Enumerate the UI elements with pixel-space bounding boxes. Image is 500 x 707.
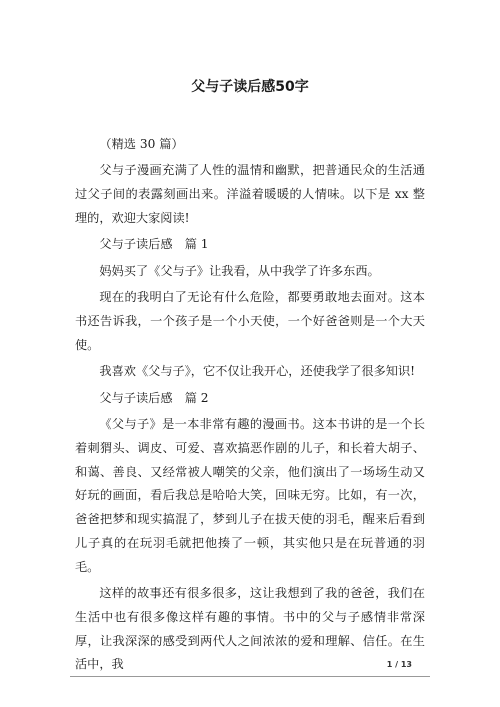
body-paragraph: 这样的故事还有很多很多，这让我想到了我的爸爸，我们在生活中也有很多像这样有趣的事情。书中的父与子感情非常深厚，让我深深的感受到两代人之间浓浓的爱和理解、信任。在生活中，我 <box>75 586 425 672</box>
intro-paragraph: 父与子漫画充满了人性的温情和幽默，把普通民众的生活通过父子间的表露刻画出来。洋溢着暖暖的人情味。以下是 xx 整理的，欢迎大家阅读! <box>75 163 425 225</box>
page-number: 1 / 13 <box>386 660 412 669</box>
document-body <box>75 133 425 680</box>
body-paragraph: 现在的我明白了无论有什么危险，都要勇敢地去面对。这本书还告诉我，一个孩子是一个小天使，一个好爸爸则是一个大天使。 <box>75 290 425 352</box>
footer-divider <box>70 676 430 677</box>
body-paragraph: 我喜欢《父与子》，它不仅让我开心，还使我学了很多知识! <box>99 364 416 379</box>
body-paragraph: 《父与子》是一本非常有趣的漫画书。这本书讲的是一个长着刺猬头、调皮、可爱、喜欢搞恶作剧的儿子，和长着大胡子、和蔼、善良、又经常被人嘲笑的父亲，他们演出了一场场生动又好玩的画面，看后我总是哈哈大笑，回味无穷。比如，有一次，爸爸把梦和现实搞混了，梦到儿子在拔天使的羽毛，醒来后看到儿子真的在玩羽毛就把他揍了一顿，其实他只是在玩普通的羽毛。 <box>75 416 425 574</box>
body-paragraph: 妈妈买了《父与子》让我看，从中我学了许多东西。 <box>99 263 380 278</box>
section-heading-1: 父与子读后感 篇 1 <box>99 237 209 252</box>
subtitle-paragraph: （精选 30 篇） <box>99 137 184 151</box>
section-heading-2: 父与子读后感 篇 2 <box>99 390 209 405</box>
document-title: 父与子读后感50字 <box>191 79 309 95</box>
